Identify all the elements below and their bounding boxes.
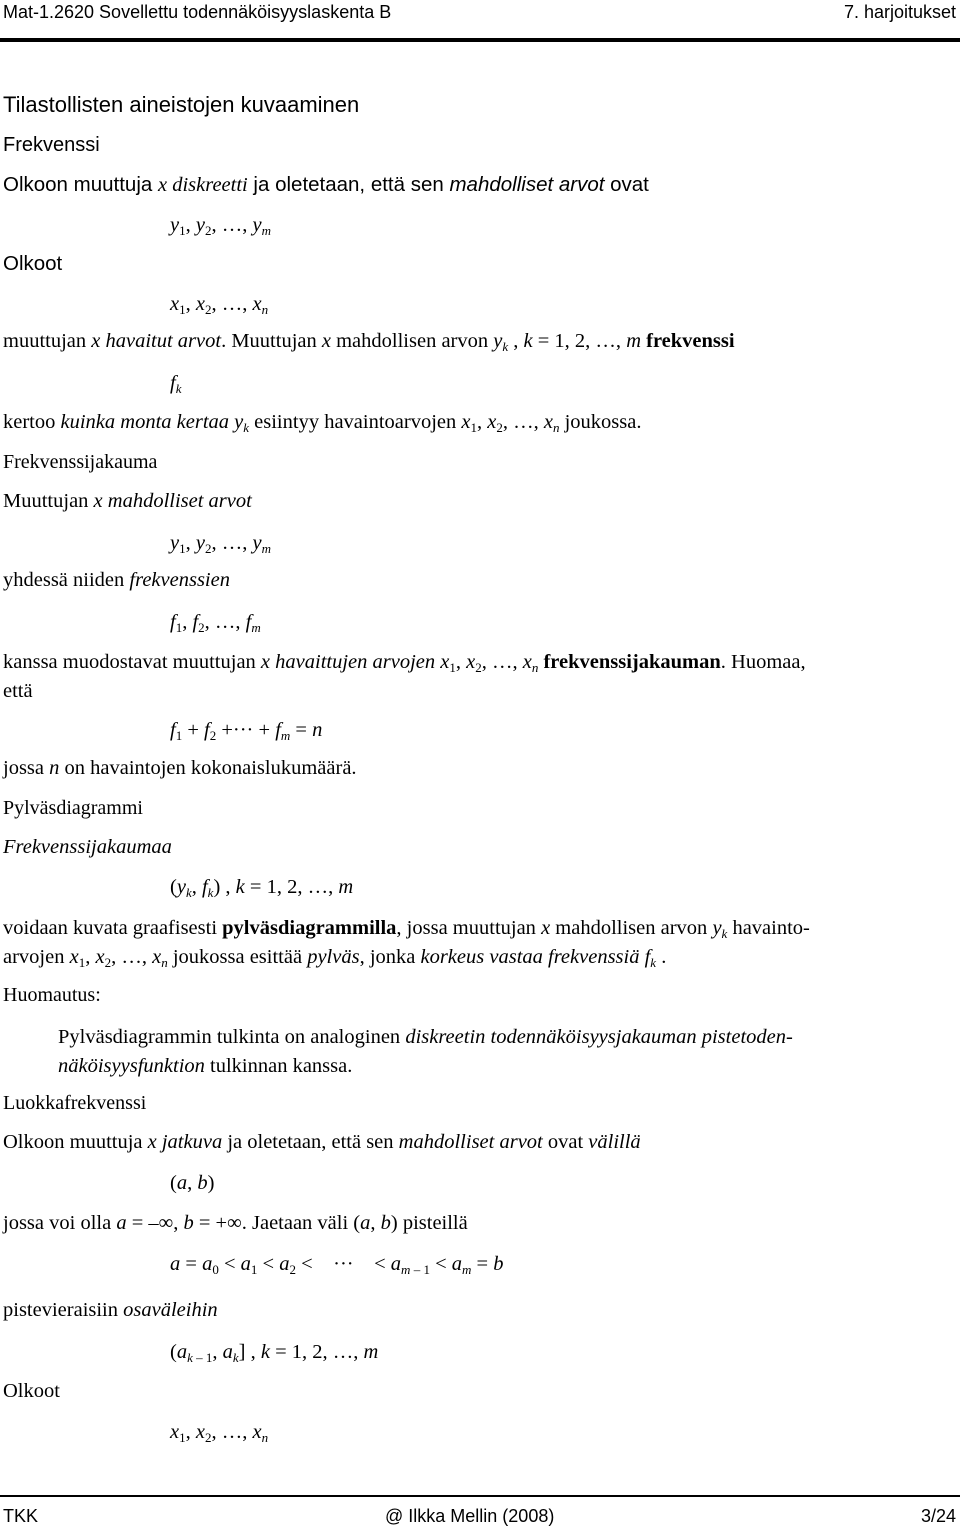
section-huomautus: Huomautus: [3,984,101,1006]
formula-sum: $f_1 + f_2$ +··· + $f_m = n$ [170,719,323,743]
exercise-number: 7. harjoitukset [843,2,956,22]
paragraph-7: jossa n on havaintojen kokonaislukumäärä. [3,757,357,779]
paragraph-1: Olkoon muuttuja x diskreetti ja oletetaan, että sen mahdolliset arvot ovat [3,173,649,196]
footer-org: TKK [3,1506,39,1526]
note-paragraph: Pylväsdiagrammin tulkinta on analoginen diskreetin todennäköisyysjakauman pistetoden- näköisyysfunktion tulkinnan kanssa. [58,1026,793,1077]
paragraph-6: kanssa muodostavat muuttujan x havaittujen arvojen $x_1$, $x_2$, …, $x_n$ frekvenssijakauman. Huomaa, että [3,651,806,702]
formula-subintervals: ($a_{k - 1}$, $a_k$] , k = 1, 2, …, m [170,1341,379,1365]
word-olkoot: Olkoot [3,252,63,275]
formula-x-values: $x_1$, $x_2$, …, $x_n$ [170,293,269,317]
section-frekvenssi: Frekvenssi [3,134,100,156]
page-number: 3/24 [920,1506,956,1526]
formula-x-values-2: $x_1$, $x_2$, …, $x_n$ [170,1421,269,1445]
formula-pairs: ($y_k$, $f_k$) , k = 1, 2, …, m [170,876,354,900]
page-title: Tilastollisten aineistojen kuvaaminen [3,92,360,117]
paragraph-10: Olkoon muuttuja x jatkuva ja oletetaan, että sen mahdolliset arvot ovat välillä [3,1131,641,1153]
formula-fk: $f_k$ [170,372,182,396]
formula-f-values: $f_1$, $f_2$, …, $f_m$ [170,611,261,635]
section-luokkafrekvenssi: Luokkafrekvenssi [3,1092,147,1114]
paragraph-11: jossa voi olla a = –∞, b = +∞. Jaetaan väli (a, b) pisteillä [3,1212,468,1234]
footer-rule [0,1495,960,1497]
footer-author: @ Ilkka Mellin (2008) [385,1506,555,1526]
section-pylvasdiagrammi: Pylväsdiagrammi [3,797,143,819]
paragraph-9: voidaan kuvata graafisesti pylväsdiagrammilla, jossa muuttujan x mahdollisen arvon $y_k$ havainto- arvojen $x_1$, $x_2$, …, $x_n$ joukossa esittää pylväs, jonka korkeus vastaa frekvenssiä $f_k$ . [3,917,810,970]
paragraph-2: muuttujan x havaitut arvot. Muuttujan x mahdollisen arvon $y_k$ , k = 1, 2, …, m frekvenssi [3,330,735,354]
paragraph-4: Muuttujan x mahdolliset arvot [3,490,252,512]
paragraph-8: Frekvenssijakaumaa [3,836,172,858]
paragraph-5 [3,569,230,592]
paragraph-3: kertoo kuinka monta kertaa $y_k$ esiintyy havaintoarvojen $x_1$, $x_2$, …, $x_n$ joukossa. [3,411,642,435]
course-title: Mat-1.2620 Sovellettu todennäköisyyslaskenta B [3,2,392,22]
formula-y-values-2: $y_1$, $y_2$, …, $y_m$ [170,532,271,556]
text-yhdessa: yhdessä niiden [3,569,125,591]
word-olkoot-2: Olkoot [3,1380,60,1402]
formula-partition: $a = a_0 < a_1 < a_2$ < ··· < $a_{m - 1} < a_m = b$ [170,1253,504,1277]
section-frekvenssijakauma: Frekvenssijakauma [3,451,158,473]
formula-y-values: $y_1$, $y_2$, …, $y_m$ [170,214,271,238]
formula-interval: (a, b) [170,1172,215,1194]
text-frekvenssien: frekvenssien [129,569,230,591]
text-etta: että [3,680,33,702]
paragraph-12: pistevieraisiin osaväleihin [3,1299,218,1321]
header-rule [0,38,960,42]
